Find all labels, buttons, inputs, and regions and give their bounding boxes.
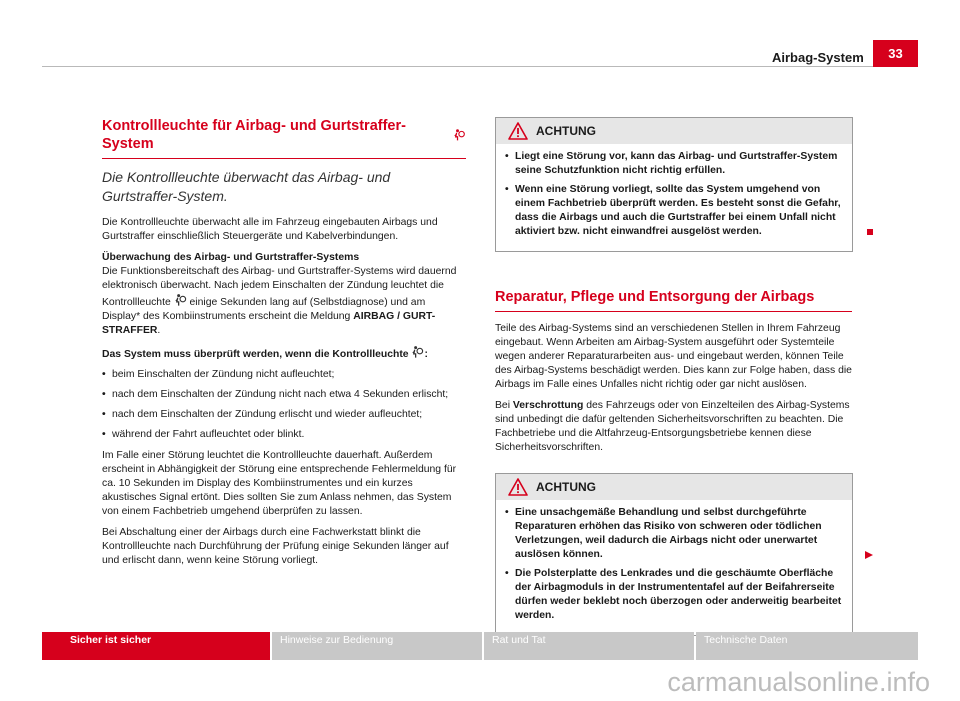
bullet-list [102, 368, 466, 442]
list-item: • nach dem Einschalten der Zündung nicht nach etwa 4 Sekunden erlischt; [102, 389, 449, 400]
punctuation: : [424, 349, 428, 360]
section-heading-text: Kontrollleuchte für Airbag- und Gurtstraffer-System [102, 118, 406, 152]
subheading-text: Das System muss überprüft werden, wenn die Kontrollleuchte [102, 349, 409, 360]
list-item: • Wenn eine Störung vorliegt, sollte das System umgehend von einem Fachbetrieb überprüft werden. Es besteht sonst die Gefahr, dass die Airbags und auch die Gurtstraffer bei einem Unfall nicht aktiviert bzw. nicht einwandfrei ausgelöst werden. [505, 184, 841, 237]
paragraph: Im Falle einer Störung leuchtet die Kontrollleuchte dauerhaft. Außerdem erscheint in Abhängigkeit der Störung eine entsprechende Fehlermeldung für ca. 10 Sekunden im Display des Kombiinstrumentes und ein kurzes akustisches Signal ertönt. Dies sollten Sie zum Anlass nehmen, das System von einem Fachbetrieb umgehend überprüfen zu lassen. [102, 450, 457, 517]
list-item: • beim Einschalten der Zündung nicht aufleuchtet; [102, 369, 335, 380]
bold-term: Verschrottung [512, 400, 584, 411]
display-message: AIRBAG / GURT-STRAFFER [102, 311, 436, 336]
airbag-warning-lamp-icon [411, 345, 424, 359]
warning-triangle-icon [508, 122, 528, 140]
continue-arrow-icon [864, 550, 874, 560]
tab-hinweise-zur-bedienung[interactable]: Hinweise zur Bedienung [272, 632, 482, 660]
paragraph: Bei Abschaltung einer der Airbags durch eine Fachwerkstatt blinkt die Kontrollleuchte nach Durchführung der Prüfung einige Sekunden länger auf und erlischt dann, wenn keine Störung vorliegt. [102, 527, 449, 566]
airbag-warning-lamp-icon [453, 128, 466, 142]
warning-box [495, 473, 853, 636]
section-heading-kontrollleuchte [102, 117, 466, 159]
section-intro: Die Kontrollleuchte überwacht das Airbag- und Gurtstraffer-System. [102, 169, 391, 204]
page-number: 33 [873, 40, 918, 67]
warning-triangle-icon [508, 478, 528, 496]
paragraph-text: Die Funktionsbereitschaft des Airbag- und Gurtstraffer-Systems wird dauernd elektronisch überwacht. Nach jedem Einschalten der Zündung leuchtet die Kontrollleuchte [102, 266, 457, 308]
paragraph: Die Kontrollleuchte überwacht alle im Fahrzeug eingebauten Airbags und Gurtstraffer einschließlich Steuergeräte und Kabelverbindungen. [102, 217, 438, 242]
subheading-pruefung [102, 345, 466, 362]
warning-body [496, 500, 852, 635]
list-item: • Eine unsachgemäße Behandlung und selbst durchgeführte Reparaturen erhöhen das Risiko von schweren oder tödlichen Verletzungen, weil dadurch die Airbags nicht oder unerwartet auslösen können. [505, 507, 822, 560]
left-column [102, 117, 466, 575]
footer-navigation [42, 632, 918, 660]
list-item: • nach dem Einschalten der Zündung erlischt und wieder aufleuchtet; [102, 409, 423, 420]
warning-label: ACHTUNG [536, 124, 596, 138]
end-of-section-square [867, 229, 873, 235]
tab-technische-daten[interactable]: Technische Daten [696, 632, 918, 660]
list-item: • Liegt eine Störung vor, kann das Airbag- und Gurtstraffer-System seine Schutzfunktion nicht richtig erfüllen. [505, 151, 838, 176]
punctuation: . [157, 325, 161, 336]
subheading-ueberwachung: Überwachung des Airbag- und Gurtstraffer-Systems [102, 252, 360, 263]
warning-label: ACHTUNG [536, 480, 596, 494]
watermark: carmanualsonline.info [667, 667, 930, 697]
airbag-warning-lamp-icon [174, 293, 187, 307]
running-head-title: Airbag-System [772, 50, 864, 65]
warning-box [495, 117, 853, 252]
tab-rat-und-tat[interactable]: Rat und Tat [484, 632, 694, 660]
header-rule [42, 66, 918, 67]
tab-sicher-ist-sicher[interactable]: Sicher ist sicher [42, 632, 270, 660]
list-item: • während der Fahrt aufleuchtet oder blinkt. [102, 429, 305, 440]
right-column [495, 117, 852, 636]
paragraph-ueberwachung [102, 265, 466, 338]
paragraph: Teile des Airbag-Systems sind an verschiedenen Stellen in Ihrem Fahrzeug eingebaut. Wenn Arbeiten am Airbag-System ausgeführt oder Systemteile wegen anderer Reparaturarbeiten aus- und eingebaut werden, können Teile des Airbag-Systems beschädigt werden. Dies kann zur Folge haben, dass die Airbags im Falle eines Unfalles nicht richtig oder gar nicht auslösen. [495, 323, 852, 390]
section-heading-text: Reparatur, Pflege und Entsorgung der Airbags [495, 289, 815, 305]
paragraph-text: einige Sekunden lang auf (Selbstdiagnose) und am Display* des Kombiinstruments erscheint die Meldung [102, 297, 426, 322]
warning-header [496, 474, 852, 500]
list-item: • Die Polsterplatte des Lenkrades und die geschäumte Oberfläche der Airbagmoduls in der Instrumententafel auf der Beifahrerseite dürfen weder beklebt noch überzogen oder anderweitig bearbeitet werden. [505, 568, 842, 621]
paragraph: Bei Verschrottung des Fahrzeugs oder von Einzelteilen des Airbag-Systems sind unbedingt die dafür geltenden Sicherheitsvorschriften zu beachten. Die Fachbetriebe und die Altfahrzeug-Entsorgungsbetriebe kennen diese Sicherheitsvorschriften. [495, 400, 850, 453]
warning-body [496, 144, 852, 251]
section-heading-reparatur [495, 288, 852, 312]
warning-header [496, 118, 852, 144]
